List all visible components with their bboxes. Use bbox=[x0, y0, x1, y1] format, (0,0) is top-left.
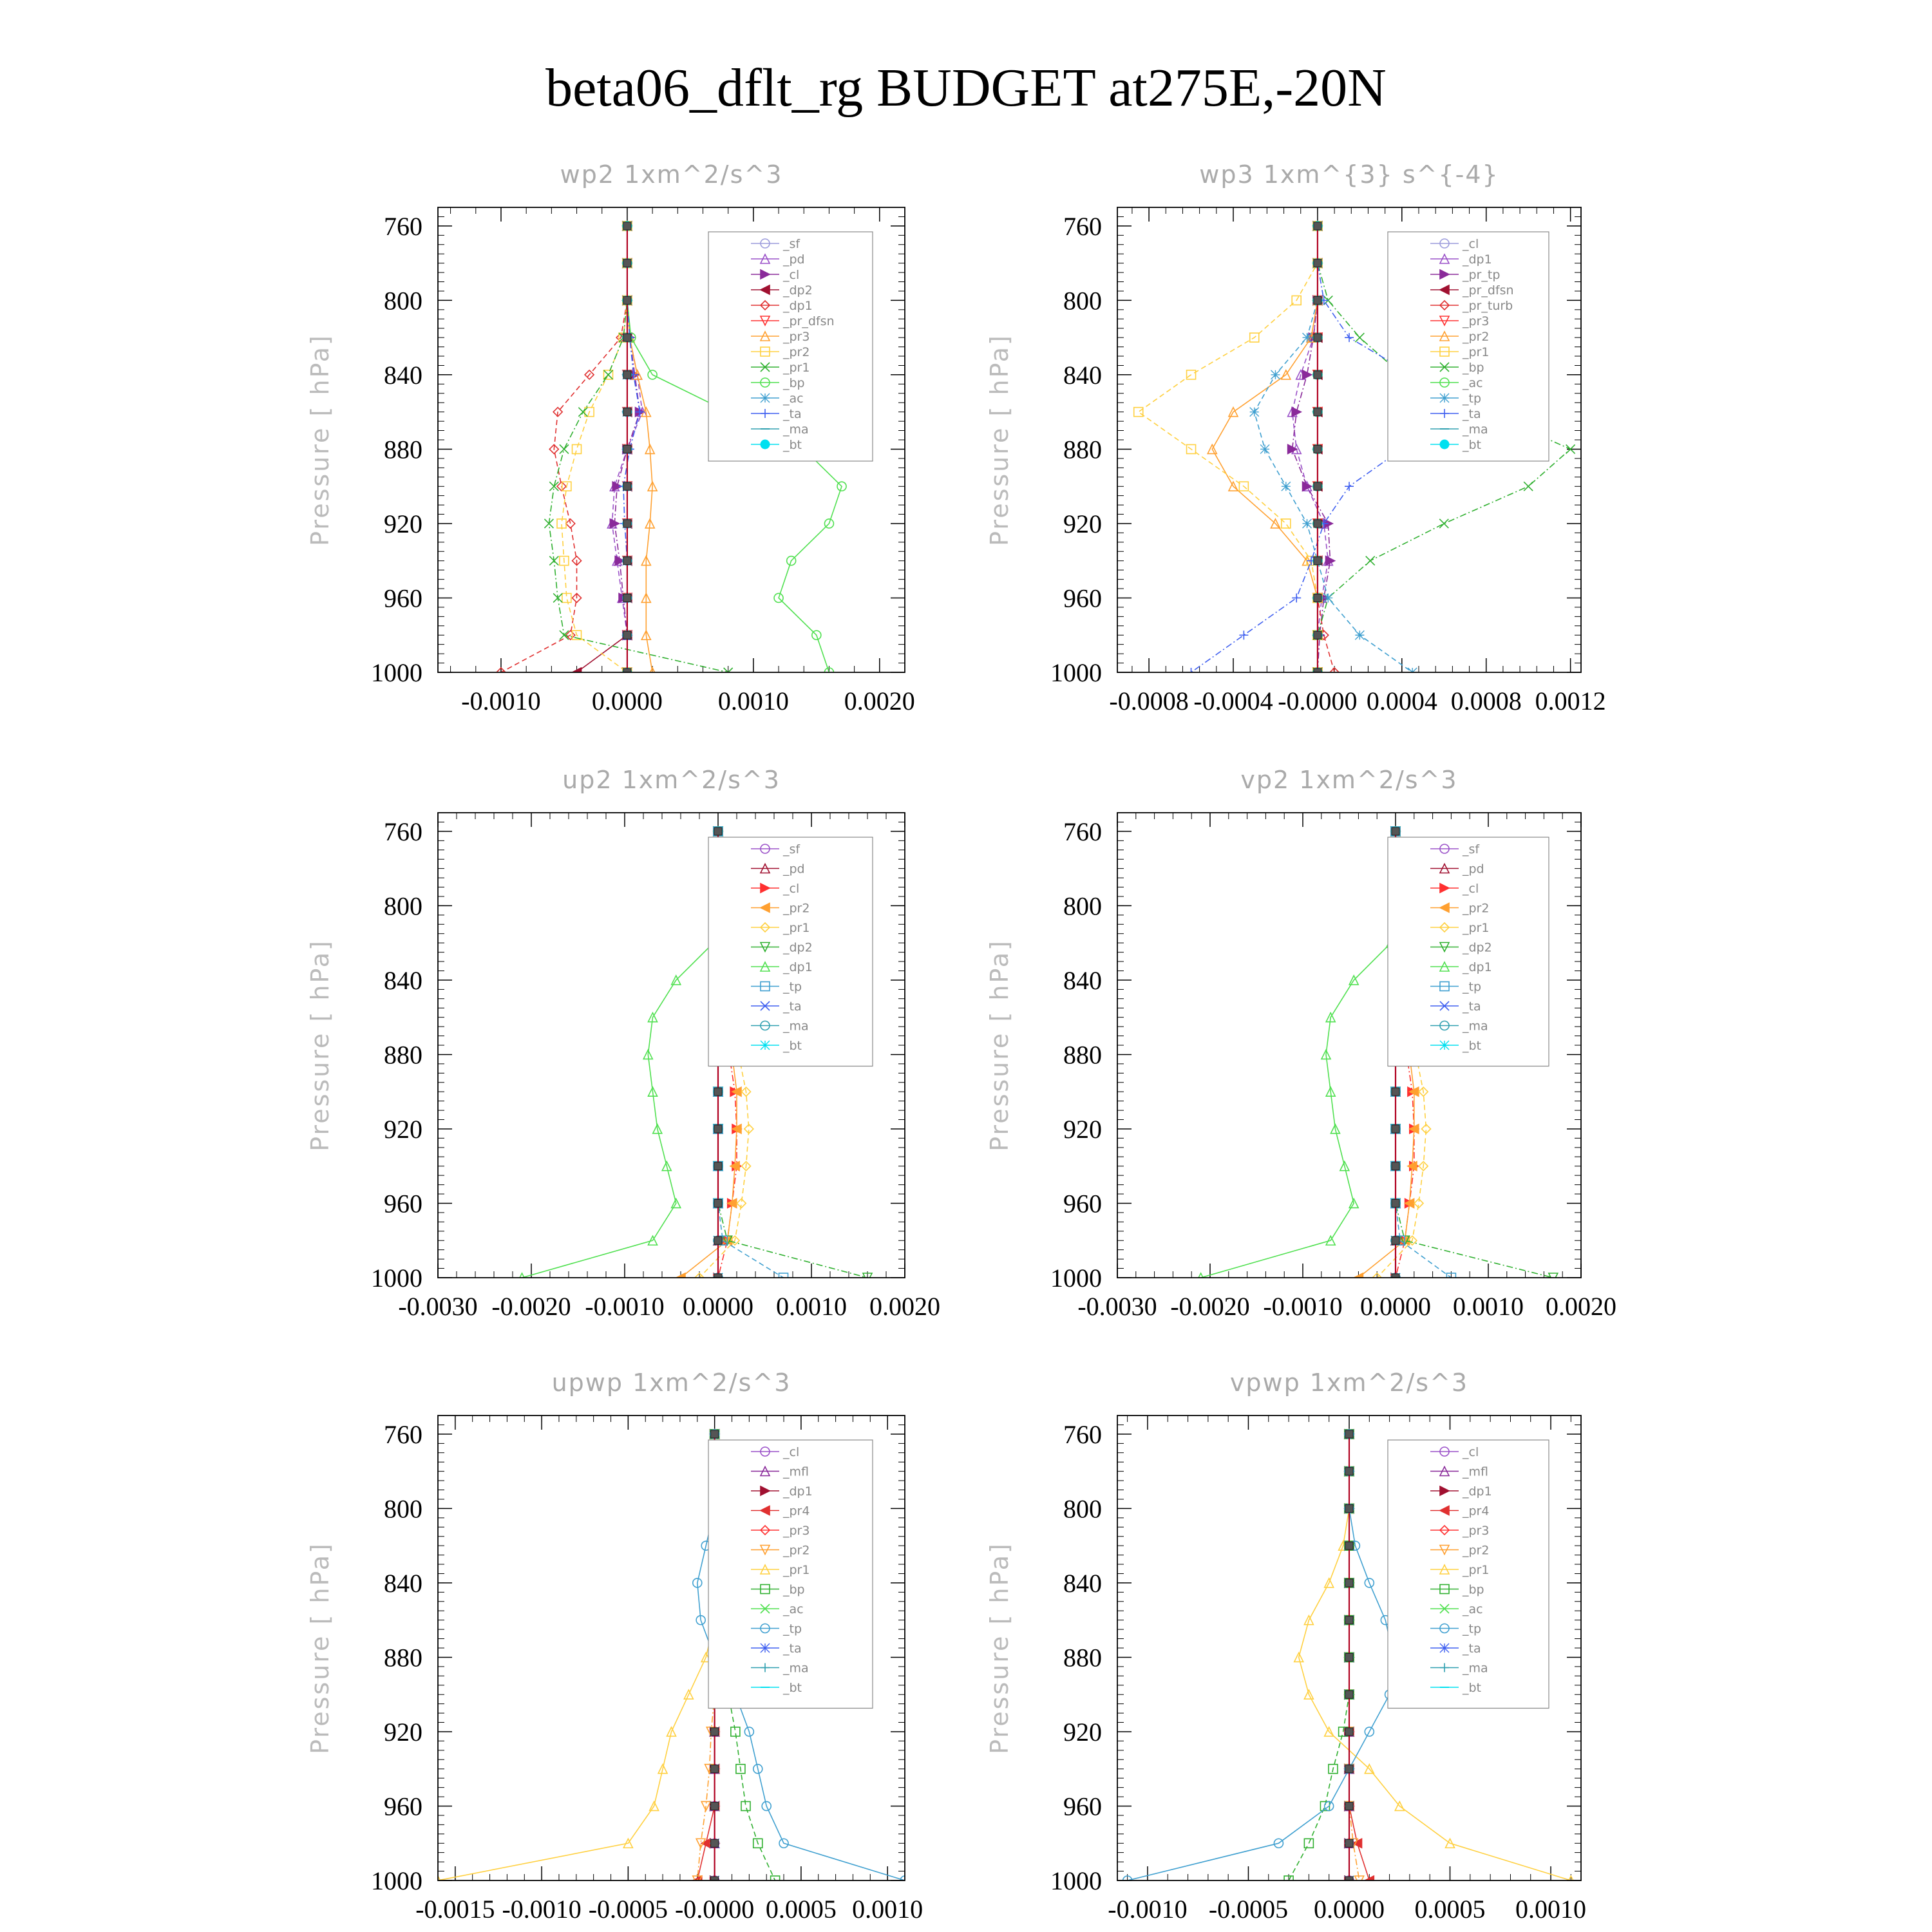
legend-label: _bt bbox=[783, 1039, 802, 1053]
legend-label: _cl bbox=[1463, 882, 1479, 896]
center-marker bbox=[623, 631, 631, 639]
center-marker bbox=[1345, 1653, 1353, 1661]
legend-label: _ma bbox=[1463, 1019, 1488, 1034]
legend-label: _bt bbox=[1463, 438, 1482, 452]
x-tick-label: 0.0010 bbox=[1515, 1895, 1587, 1924]
legend-label: _ta bbox=[783, 1642, 802, 1656]
legend-label: _mfl bbox=[1463, 1464, 1488, 1479]
y-tick-label: 760 bbox=[1063, 211, 1102, 241]
series-line-pr2 bbox=[562, 226, 627, 672]
center-marker bbox=[1314, 296, 1321, 304]
data-point bbox=[604, 370, 613, 379]
legend-label: _pr_dfsn bbox=[1463, 283, 1514, 298]
panel-title: vp2 1xm^2/s^3 bbox=[1240, 766, 1458, 794]
center-marker bbox=[711, 1839, 719, 1847]
legend-label: _ma bbox=[1463, 1661, 1488, 1676]
legend-marker bbox=[761, 440, 770, 449]
y-tick-label: 960 bbox=[384, 1189, 422, 1218]
x-tick-label: 0.0005 bbox=[765, 1895, 837, 1924]
series-line-pr1 bbox=[438, 1434, 715, 1880]
data-point bbox=[1239, 630, 1248, 639]
legend-label: _bp bbox=[1463, 1582, 1484, 1597]
legend-label: _ma bbox=[783, 1019, 809, 1034]
center-marker bbox=[1314, 260, 1321, 267]
x-tick-label: -0.0008 bbox=[1109, 687, 1189, 715]
legend bbox=[1388, 232, 1549, 461]
center-marker bbox=[623, 334, 631, 341]
legend-label: _bp bbox=[783, 376, 805, 390]
panel-title: wp2 1xm^2/s^3 bbox=[560, 160, 783, 189]
data-point bbox=[560, 630, 569, 639]
y-tick-label: 800 bbox=[1063, 891, 1102, 921]
x-tick-label: -0.0020 bbox=[491, 1292, 571, 1321]
y-tick-label: 920 bbox=[384, 509, 422, 538]
center-marker bbox=[1314, 222, 1321, 230]
x-tick-label: 0.0000 bbox=[1314, 1895, 1385, 1924]
center-marker bbox=[711, 1728, 719, 1736]
y-tick-label: 920 bbox=[1063, 509, 1102, 538]
x-tick-label: 0.0000 bbox=[591, 687, 663, 715]
x-tick-label: 0.0010 bbox=[717, 687, 789, 715]
center-marker bbox=[1345, 1616, 1353, 1624]
data-point bbox=[1345, 482, 1354, 491]
legend-label: _tp bbox=[783, 1622, 802, 1636]
center-marker bbox=[623, 520, 631, 527]
y-tick-label: 840 bbox=[1063, 1568, 1102, 1598]
y-tick-label: 880 bbox=[384, 1040, 422, 1070]
legend-label: _ta bbox=[783, 407, 802, 421]
legend bbox=[708, 232, 873, 461]
legend-label: _pr_dfsn bbox=[783, 314, 835, 328]
center-marker bbox=[714, 1236, 722, 1244]
y-axis-label: Pressure [ hPa] bbox=[985, 1542, 1014, 1754]
y-tick-label: 960 bbox=[1063, 583, 1102, 613]
legend-label: _pr2 bbox=[783, 1543, 810, 1558]
legend-label: _pr4 bbox=[1463, 1504, 1490, 1519]
legend-label: _cl bbox=[783, 882, 800, 896]
x-tick-label: 0.0005 bbox=[1414, 1895, 1486, 1924]
figure-title: beta06_dflt_rg BUDGET at275E,-20N bbox=[545, 58, 1387, 118]
legend-label: _mfl bbox=[783, 1464, 809, 1479]
center-marker bbox=[1392, 1199, 1399, 1207]
center-marker bbox=[1392, 1125, 1399, 1133]
y-tick-label: 760 bbox=[384, 211, 422, 241]
center-marker bbox=[1314, 594, 1321, 601]
data-point bbox=[1292, 593, 1301, 602]
y-tick-label: 800 bbox=[384, 1494, 422, 1524]
legend bbox=[1388, 837, 1549, 1066]
legend-label: _dp2 bbox=[783, 283, 813, 298]
legend-label: _ac bbox=[1463, 1602, 1483, 1616]
center-marker bbox=[714, 1162, 722, 1170]
legend-label: _ac bbox=[1463, 376, 1483, 390]
data-point bbox=[573, 444, 582, 453]
panel-title: up2 1xm^2/s^3 bbox=[562, 766, 781, 794]
legend-label: _pr4 bbox=[783, 1504, 810, 1519]
legend-label: _bt bbox=[783, 1681, 802, 1695]
legend-label: _pr2 bbox=[1463, 901, 1490, 916]
chart-panel-5 bbox=[306, 1368, 923, 1924]
y-tick-label: 1000 bbox=[371, 1264, 422, 1293]
x-tick-label: 0.0000 bbox=[683, 1292, 753, 1321]
data-point bbox=[1355, 630, 1364, 639]
center-marker bbox=[714, 1088, 722, 1095]
center-marker bbox=[623, 296, 631, 304]
legend-label: _tp bbox=[1463, 980, 1482, 994]
center-marker bbox=[714, 1199, 722, 1207]
legend-label: _ma bbox=[783, 422, 809, 437]
y-tick-label: 840 bbox=[1063, 360, 1102, 390]
x-tick-label: -0.0010 bbox=[1263, 1292, 1343, 1321]
y-tick-label: 880 bbox=[384, 435, 422, 464]
legend-label: _pr3 bbox=[783, 1524, 810, 1538]
y-tick-label: 880 bbox=[1063, 1040, 1102, 1070]
center-marker bbox=[1345, 1728, 1353, 1736]
y-tick-label: 880 bbox=[384, 1643, 422, 1672]
legend-label: _dp1 bbox=[783, 1484, 813, 1499]
y-tick-label: 1000 bbox=[1050, 658, 1102, 687]
y-tick-label: 920 bbox=[384, 1114, 422, 1144]
y-tick-label: 840 bbox=[1063, 965, 1102, 995]
chart-panel-2 bbox=[985, 160, 1606, 715]
center-marker bbox=[1314, 631, 1321, 639]
legend-label: _cl bbox=[1463, 237, 1479, 251]
x-tick-label: -0.0010 bbox=[585, 1292, 665, 1321]
legend-label: _ac bbox=[783, 392, 804, 406]
x-tick-label: 0.0010 bbox=[776, 1292, 847, 1321]
data-point bbox=[1524, 482, 1533, 491]
chart-panel-3 bbox=[306, 766, 940, 1321]
center-marker bbox=[714, 828, 722, 835]
x-tick-label: 0.0012 bbox=[1535, 687, 1606, 715]
legend-label: _bt bbox=[783, 438, 802, 452]
legend-label: _dp1 bbox=[1463, 252, 1492, 267]
y-tick-label: 1000 bbox=[371, 1866, 422, 1895]
legend-marker bbox=[1440, 1643, 1449, 1653]
data-point bbox=[1355, 333, 1364, 342]
y-tick-label: 1000 bbox=[1050, 1264, 1102, 1293]
series-line-dp1 bbox=[1201, 831, 1396, 1278]
data-point bbox=[1345, 333, 1354, 342]
x-tick-label: 0.0008 bbox=[1450, 687, 1522, 715]
center-marker bbox=[623, 371, 631, 379]
y-tick-label: 1000 bbox=[1050, 1866, 1102, 1895]
center-marker bbox=[623, 445, 631, 453]
data-point bbox=[1366, 556, 1375, 565]
x-tick-label: -0.0030 bbox=[398, 1292, 478, 1321]
panel-title: vpwp 1xm^2/s^3 bbox=[1229, 1368, 1469, 1397]
x-tick-label: -0.0030 bbox=[1077, 1292, 1157, 1321]
legend-label: _sf bbox=[1463, 842, 1480, 857]
center-marker bbox=[1314, 334, 1321, 341]
y-tick-label: 880 bbox=[1063, 435, 1102, 464]
center-marker bbox=[1345, 1579, 1353, 1587]
y-tick-label: 880 bbox=[1063, 1643, 1102, 1672]
legend-label: _ma bbox=[1463, 422, 1488, 437]
legend-label: _cl bbox=[1463, 1445, 1479, 1459]
y-tick-label: 760 bbox=[384, 1419, 422, 1449]
x-tick-label: 0.0020 bbox=[869, 1292, 940, 1321]
legend-marker bbox=[1440, 440, 1449, 449]
center-marker bbox=[623, 260, 631, 267]
panel-title: upwp 1xm^2/s^3 bbox=[551, 1368, 791, 1397]
x-tick-label: -0.0010 bbox=[1108, 1895, 1188, 1924]
x-tick-label: 0.0004 bbox=[1366, 687, 1437, 715]
data-point bbox=[1303, 333, 1312, 342]
legend-label: _pr1 bbox=[1463, 345, 1490, 359]
legend-label: _dp1 bbox=[783, 299, 813, 313]
legend-label: _cl bbox=[783, 1445, 800, 1459]
data-point bbox=[1271, 370, 1280, 379]
legend-label: _pr1 bbox=[783, 921, 810, 935]
legend-label: _ac bbox=[783, 1602, 804, 1616]
x-tick-label: -0.0010 bbox=[461, 687, 541, 715]
x-tick-label: -0.0000 bbox=[674, 1895, 755, 1924]
legend bbox=[708, 837, 873, 1066]
center-marker bbox=[623, 594, 631, 601]
series-line-pr_tp bbox=[1293, 226, 1331, 672]
data-point bbox=[1323, 593, 1332, 602]
center-marker bbox=[1314, 445, 1321, 453]
center-marker bbox=[1314, 408, 1321, 416]
center-marker bbox=[623, 482, 631, 490]
center-marker bbox=[1392, 828, 1399, 835]
y-axis-label: Pressure [ hPa] bbox=[306, 1542, 334, 1754]
legend-label: _pd bbox=[783, 862, 805, 876]
chart-panel-6 bbox=[985, 1368, 1586, 1924]
legend-label: _pr1 bbox=[1463, 1563, 1490, 1577]
legend bbox=[708, 1440, 873, 1709]
data-point bbox=[1134, 408, 1143, 417]
chart-panel-4 bbox=[985, 766, 1616, 1321]
legend-label: _sf bbox=[783, 237, 800, 251]
center-marker bbox=[1345, 1504, 1353, 1512]
center-marker bbox=[1314, 371, 1321, 379]
legend-marker bbox=[1440, 1041, 1449, 1050]
y-tick-label: 840 bbox=[384, 965, 422, 995]
chart-panel-1 bbox=[306, 160, 915, 715]
x-tick-label: -0.0015 bbox=[415, 1895, 495, 1924]
legend-label: _dp1 bbox=[1463, 960, 1492, 974]
y-axis-label: Pressure [ hPa] bbox=[306, 334, 334, 546]
panel-title: wp3 1xm^{3} s^{-4} bbox=[1199, 160, 1499, 189]
legend-label: _cl bbox=[783, 268, 800, 282]
x-tick-label: -0.0000 bbox=[1278, 687, 1358, 715]
legend-label: _ta bbox=[1463, 999, 1481, 1014]
y-tick-label: 800 bbox=[1063, 286, 1102, 316]
legend-label: _pr1 bbox=[783, 361, 810, 375]
center-marker bbox=[1345, 1765, 1353, 1773]
x-tick-label: -0.0005 bbox=[1208, 1895, 1289, 1924]
x-tick-label: 0.0010 bbox=[852, 1895, 923, 1924]
center-marker bbox=[1345, 1839, 1353, 1847]
center-marker bbox=[623, 222, 631, 230]
legend-label: _pr3 bbox=[1463, 1524, 1490, 1538]
center-marker bbox=[1345, 1542, 1353, 1549]
legend-label: _tp bbox=[783, 980, 802, 994]
legend-label: _pd bbox=[1463, 862, 1484, 876]
y-tick-label: 920 bbox=[1063, 1717, 1102, 1747]
legend-marker bbox=[1440, 393, 1449, 402]
data-point bbox=[1282, 482, 1291, 491]
y-axis-label: Pressure [ hPa] bbox=[985, 939, 1014, 1151]
x-tick-label: -0.0005 bbox=[588, 1895, 668, 1924]
x-tick-label: 0.0020 bbox=[1546, 1292, 1616, 1321]
center-marker bbox=[623, 408, 631, 416]
center-marker bbox=[711, 1802, 719, 1810]
legend-label: _pr_tp bbox=[1463, 268, 1501, 282]
legend-label: _bp bbox=[783, 1582, 805, 1597]
y-tick-label: 760 bbox=[1063, 1419, 1102, 1449]
center-marker bbox=[1345, 1690, 1353, 1698]
center-marker bbox=[1392, 1088, 1399, 1095]
legend-label: _pr2 bbox=[783, 345, 810, 359]
y-tick-label: 760 bbox=[1063, 817, 1102, 846]
y-tick-label: 1000 bbox=[371, 658, 422, 687]
legend-marker bbox=[761, 393, 770, 402]
y-tick-label: 960 bbox=[384, 583, 422, 613]
legend-label: _bp bbox=[1463, 361, 1484, 375]
y-tick-label: 840 bbox=[384, 360, 422, 390]
x-tick-label: 0.0010 bbox=[1453, 1292, 1524, 1321]
legend-label: _dp1 bbox=[783, 960, 813, 974]
legend-label: _tp bbox=[1463, 392, 1482, 406]
legend-label: _pr1 bbox=[783, 1563, 810, 1577]
data-point bbox=[1303, 482, 1312, 491]
legend-label: _pd bbox=[783, 252, 805, 267]
legend-marker bbox=[761, 1643, 770, 1653]
center-marker bbox=[1392, 1162, 1399, 1170]
data-point bbox=[1260, 444, 1269, 453]
legend-label: _ta bbox=[783, 999, 802, 1014]
center-marker bbox=[1345, 1430, 1353, 1438]
legend-label: _pr2 bbox=[1463, 330, 1490, 344]
legend-label: _pr2 bbox=[1463, 1543, 1490, 1558]
legend-label: _ma bbox=[783, 1661, 809, 1676]
legend-marker bbox=[761, 1041, 770, 1050]
legend-label: _pr_turb bbox=[1463, 299, 1513, 313]
data-point bbox=[578, 408, 587, 417]
data-point bbox=[1326, 556, 1335, 565]
legend-label: _dp1 bbox=[1463, 1484, 1492, 1499]
legend-label: _pr3 bbox=[783, 330, 810, 344]
center-marker bbox=[711, 1430, 719, 1438]
x-tick-label: -0.0010 bbox=[502, 1895, 582, 1924]
y-axis-label: Pressure [ hPa] bbox=[306, 939, 334, 1151]
y-tick-label: 960 bbox=[384, 1792, 422, 1821]
y-tick-label: 800 bbox=[1063, 1494, 1102, 1524]
center-marker bbox=[1345, 1468, 1353, 1475]
data-point bbox=[560, 444, 569, 453]
series-line-dp2 bbox=[577, 226, 627, 672]
center-marker bbox=[711, 1765, 719, 1773]
y-tick-label: 960 bbox=[1063, 1189, 1102, 1218]
legend-label: _sf bbox=[783, 842, 800, 857]
y-tick-label: 800 bbox=[384, 286, 422, 316]
legend-label: _dp2 bbox=[783, 940, 813, 955]
x-tick-label: -0.0020 bbox=[1170, 1292, 1250, 1321]
y-tick-label: 840 bbox=[384, 1568, 422, 1598]
legend-label: _pr2 bbox=[783, 901, 810, 916]
legend-label: _ta bbox=[1463, 407, 1481, 421]
y-tick-label: 760 bbox=[384, 817, 422, 846]
series-line-dp1 bbox=[522, 831, 719, 1278]
y-tick-label: 960 bbox=[1063, 1792, 1102, 1821]
data-point bbox=[1439, 519, 1448, 528]
y-tick-label: 800 bbox=[384, 891, 422, 921]
x-tick-label: 0.0020 bbox=[844, 687, 915, 715]
y-axis-label: Pressure [ hPa] bbox=[985, 334, 1014, 546]
center-marker bbox=[1345, 1802, 1353, 1810]
legend-label: _bt bbox=[1463, 1681, 1482, 1695]
y-tick-label: 920 bbox=[384, 1717, 422, 1747]
x-tick-label: -0.0004 bbox=[1193, 687, 1273, 715]
data-point bbox=[1303, 519, 1312, 528]
center-marker bbox=[1392, 1236, 1399, 1244]
data-point bbox=[1250, 408, 1259, 417]
legend-label: _ta bbox=[1463, 1642, 1481, 1656]
y-tick-label: 920 bbox=[1063, 1114, 1102, 1144]
x-tick-label: 0.0000 bbox=[1360, 1292, 1431, 1321]
legend-label: _pr3 bbox=[1463, 314, 1490, 328]
center-marker bbox=[1314, 557, 1321, 565]
legend-label: _pr1 bbox=[1463, 921, 1490, 935]
legend-label: _bt bbox=[1463, 1039, 1482, 1053]
center-marker bbox=[1314, 520, 1321, 527]
legend-label: _dp2 bbox=[1463, 940, 1492, 955]
center-marker bbox=[623, 557, 631, 565]
legend bbox=[1388, 1440, 1549, 1709]
center-marker bbox=[714, 1125, 722, 1133]
legend-label: _tp bbox=[1463, 1622, 1482, 1636]
center-marker bbox=[1314, 482, 1321, 490]
